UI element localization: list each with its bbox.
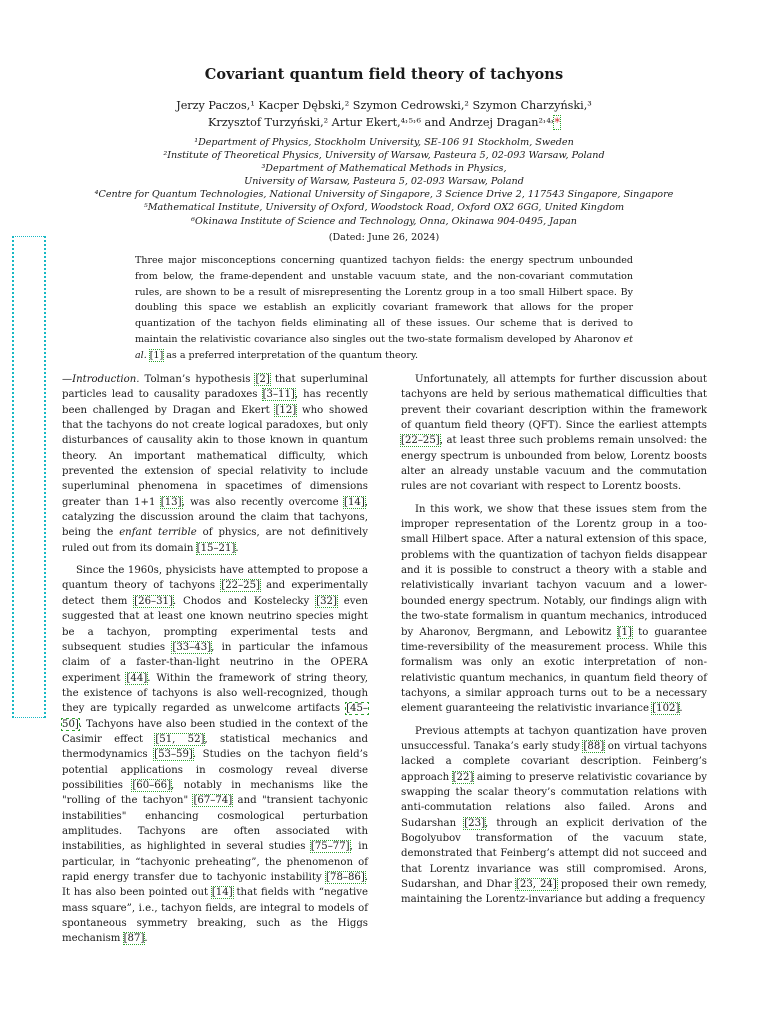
affiliation-6: ⁶Okinawa Institute of Science and Technology, Onna, Okinawa 904-0495, Japan <box>191 215 577 227</box>
paragraph-this-work: In this work, we show that these issues stem from the improper representation of the Lorentz group in a too-small Hilbert space. After a natural extension of this space, problems with the quantization of tachyon fields disappear and it is possible to construct a theory with a stable and relativistically invariant tachyon vacuum and a lower-bounded energy spectrum. Notably, our findings align with the two-state formalism in quantum mechanics, introduced by Aharonov, Bergmann, and Lebowitz [1] to guarantee time-reversibility of the measurement process. While this formalism was only an exotic interpretation of non-relativistic quantum mechanics, in quantum field theory of tachyons, a similar approach turns out to be a necessary element guaranteeing the relativistic invariance [102]. <box>401 503 707 715</box>
citation-link[interactable]: [23] <box>464 817 486 829</box>
citation-link[interactable]: [12] <box>275 404 297 416</box>
date-line: (Dated: June 26, 2024) <box>328 232 440 243</box>
paragraph-difficulties: Unfortunately, all attempts for further discussion about tachyons are held by serious mathematical difficulties that prevent their covariant description within the framework of quantum field theory (QFT). Since the earliest attempts [22–25], at least three such problems remain unsolved: the energy spectrum is unbounded from below, Lorentz boosts alter an already unstable vacuum and the commutation rules are not covariant with respect to Lorentz boosts. <box>401 374 707 493</box>
citation-link[interactable]: [22–25] <box>401 435 440 447</box>
citation-link[interactable]: [1] <box>149 349 164 361</box>
affiliations <box>40 136 728 228</box>
paper-title: Covariant quantum field theory of tachyons <box>204 66 564 83</box>
citation-link[interactable]: [14] <box>211 887 233 899</box>
citation-link[interactable]: [88] <box>583 740 605 752</box>
affiliation-3-cont: University of Warsaw, Pasteura 5, 02-093 Warsaw, Poland <box>244 176 524 188</box>
affiliation-2: ²Institute of Theoretical Physics, University of Warsaw, Pasteura 5, 02-093 Warsaw, Poland <box>163 150 605 162</box>
citation-link[interactable]: [78–86] <box>326 872 365 883</box>
citation-link[interactable]: [60–66] <box>132 779 172 791</box>
affiliation-4: ⁴Centre for Quantum Technologies, National University of Singapore, 3 Science Drive 2, 117543 Singapore, Singapore <box>94 189 674 201</box>
author-list <box>90 97 678 131</box>
authors-line-1: Jerzy Paczos,¹ Kacper Dębski,² Szymon Cedrowski,² Szymon Charzyński,³ <box>176 99 592 112</box>
affiliation-1: ¹Department of Physics, Stockholm University, SE-106 91 Stockholm, Sweden <box>194 137 574 148</box>
citation-link[interactable]: [23, 24] <box>515 879 557 890</box>
citation-link[interactable]: [15–21] <box>196 542 236 554</box>
citation-link[interactable]: [22] <box>452 771 474 783</box>
left-column <box>62 372 368 954</box>
citation-link[interactable]: [51, 52] <box>155 733 205 745</box>
abstract: Three major misconceptions concerning quantized tachyon fields: the energy spectrum unbounded from below, the frame-dependent and unstable vacuum state, and the non-covariant commutation rules, are shown to be a result of misrepresenting the Lorentz group in a too small Hilbert space. By doubling this space we establish an explicitly covariant framework that allows for the proper quantization of the tachyon fields eliminating all of these issues. Our scheme that is derived to maintain the relativistic covariance also singles out the two-state formalism developed by Aharonov et al. [1] as a preferred interpretation of the quantum theory. <box>135 255 633 361</box>
paragraph-previous-attempts: Previous attempts at tachyon quantization have proven unsuccessful. Tanaka’s early study [88] on virtual tachyons lacked a complete covariant description. Feinberg’s approach [22] aiming to preserve relativistic covariance by swapping the scalar theory’s commutation relations with anti-commutation relations also failed. Arons and Sudarshan [23], through an explicit derivation of the Bogolyubov transformation of the vacuum state, demonstrated that Feinberg’s attempt did not succeed and that Lorentz invariance was still compromised. Arons, Sudarshan, and Dhar [23, 24] proposed their own remedy, maintaining the Lorentz-invariance but adding a frequency <box>401 725 708 906</box>
citation-link[interactable]: [1] <box>617 626 632 638</box>
citation-link[interactable]: [33–43] <box>172 641 212 653</box>
authors-line-2: Krzysztof Turzyński,² Artur Ekert,⁴˒⁵˒⁶ and Andrzej Dragan²˒⁴˒* <box>208 116 560 129</box>
paragraph-introduction: —Introduction. Tolman’s hypothesis [2] that superluminal particles lead to causality paradoxes [3–11], has recently been challenged by Dragan and Ekert [12] who showed that the tachyons do not create logical paradoxes, but only disturbances of causality akin to those known in quantum theory. An important mathematical difficulty, which prevented the extension of special relativity to include superluminal phenomena in spacetimes of dimensions greater than 1+1 [13], was also recently overcome [14], catalyzing the discussion around the claim that tachyons, being the enfant terrible of physics, are not definitively ruled out from its domain [15–21]. <box>62 374 369 554</box>
citation-link[interactable]: [87] <box>123 933 145 945</box>
paragraph-history: Since the 1960s, physicists have attempted to propose a quantum theory of tachyons [22–25] and experimentally detect them [26–31]. Chodos and Kostelecky [32] even suggested that at least one known neutrino species might be a tachyon, prompting experimental tests and subsequent studies [33–43], in particular the infamous claim of a faster-than-light neutrino in the OPERA experiment [44]. Within the framework of string theory, the existence of tachyons is also well-recognized, though they are typically regarded as unwelcome artifacts [45–50]. Tachyons have also been studied in the context of the Casimir effect [51, 52], statistical mechanics and thermodynamics [53–59]. Studies on the tachyon field’s potential applications in cosmology reveal diverse possibilities [60–66], notably in mechanisms like the "rolling of the tachyon" [67–74] and "transient tachyonic instabilities" enhancing cosmological perturbation amplitudes. Tachyons are often associated with instabilities, as highlighted in several studies [75–77], in particular, in “tachyonic preheating”, the phenomenon of rapid energy transfer due to tachyonic instability [78–86]. It has also been pointed out [14] that fields with “negative mass square”, i.e., tachyon fields, are integral to models of spontaneous symmetry breaking, such as the Higgs mechanism [87]. <box>62 565 369 945</box>
right-column <box>401 372 707 915</box>
affiliation-3: ³Department of Mathematical Methods in Physics, <box>261 163 507 175</box>
citation-link[interactable]: [67–74] <box>193 795 233 807</box>
citation-link[interactable]: [14] <box>344 496 365 508</box>
corresponding-author-link[interactable]: * <box>554 116 560 129</box>
affiliation-5: ⁵Mathematical Institute, University of Oxford, Woodstock Road, Oxford OX2 6GG, United Kingdom <box>143 202 625 214</box>
citation-link[interactable]: [13] <box>160 496 182 508</box>
citation-link[interactable]: [53–59] <box>154 749 193 761</box>
citation-link[interactable]: [102] <box>652 703 680 715</box>
citation-link[interactable]: [75–77] <box>310 841 350 853</box>
citation-link[interactable]: [32] <box>316 595 337 607</box>
arxiv-side-stamp <box>12 236 46 718</box>
citation-link[interactable]: [3–11] <box>262 389 295 401</box>
citation-link[interactable]: [45–50] <box>62 703 368 730</box>
citation-link[interactable]: [2] <box>255 374 270 385</box>
citation-link[interactable]: [26–31] <box>134 595 173 607</box>
citation-link[interactable]: [44] <box>126 672 148 684</box>
citation-link[interactable]: [22–25] <box>221 580 260 592</box>
